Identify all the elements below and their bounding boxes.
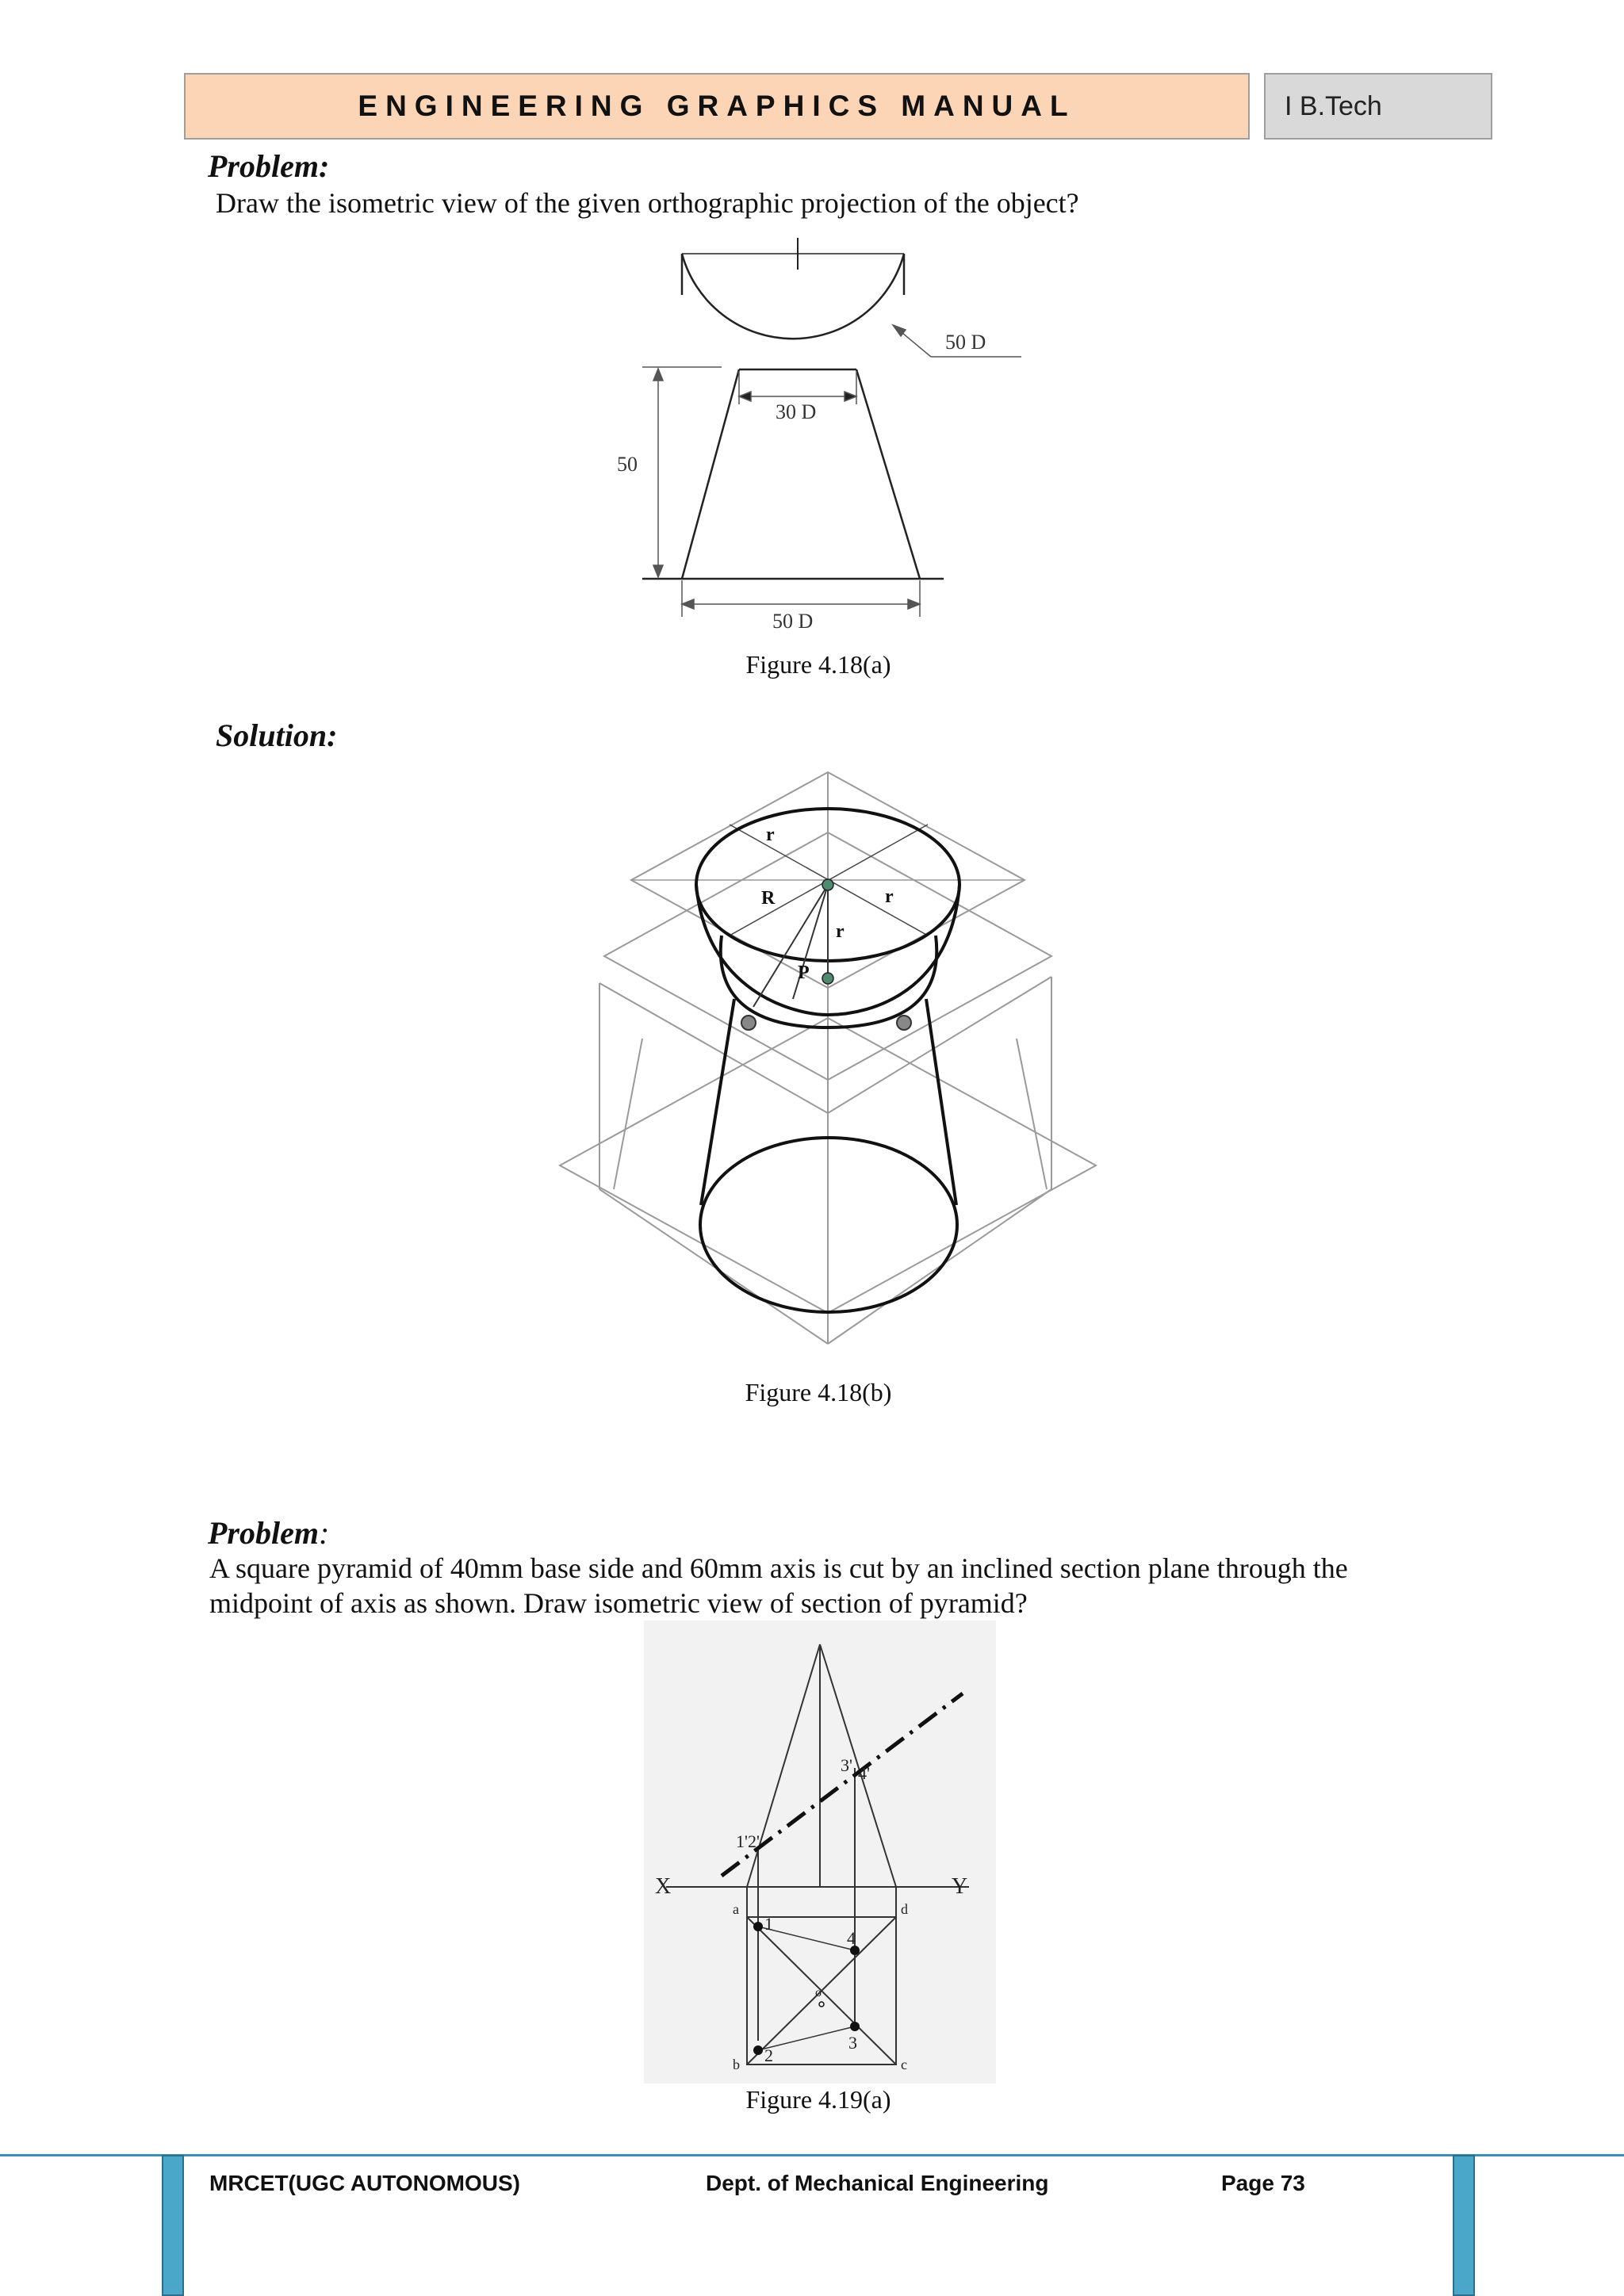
label-r-vertical: r (836, 921, 845, 942)
problem-heading: Problem: (208, 148, 330, 184)
course-label: I B.Tech (1264, 73, 1492, 140)
label-a: a (733, 1901, 739, 1917)
label-3-prime: 3' (841, 1755, 852, 1775)
frustum-right-edge (856, 369, 920, 579)
base-diameter-label: 50 D (772, 610, 814, 633)
problem-text: Draw the isometric view of the given orthographic projection of the object? (216, 187, 1079, 219)
tangent-point-right (897, 1016, 911, 1030)
figure-caption-4-19a: Figure 4.19(a) (745, 2085, 891, 2114)
label-3: 3 (848, 2033, 857, 2053)
label-4-prime: 4' (858, 1763, 870, 1783)
footer-department: Dept. of Mechanical Engineering (706, 2171, 1049, 2195)
figure-caption-4-18a: Figure 4.18(a) (745, 650, 891, 679)
label-X: X (655, 1874, 672, 1899)
label-4: 4 (847, 1928, 856, 1948)
label-o: o (815, 1986, 822, 1999)
label-r-top: r (766, 825, 775, 845)
height-label: 50 (617, 453, 638, 476)
label-b: b (733, 2057, 740, 2072)
label-1-2-prime: 1'2' (736, 1831, 760, 1851)
isometric-figure (555, 761, 1094, 1348)
frustum-left-edge (682, 369, 739, 579)
pyramid-projection-figure (644, 1621, 996, 2084)
solution-heading: Solution: (216, 718, 338, 753)
problem2-heading-text: Problem (208, 1515, 319, 1551)
footer-left-bar (162, 2155, 184, 2296)
tangent-point-left (741, 1016, 756, 1030)
frustum-right-edge (926, 999, 956, 1205)
footer-rule (0, 2154, 1624, 2156)
label-P: P (798, 962, 810, 983)
label-1: 1 (764, 1914, 773, 1934)
label-Y: Y (952, 1874, 968, 1899)
problem2-heading-colon: : (318, 1515, 330, 1551)
label-r-right: r (885, 886, 894, 907)
sphere-diameter-label: 50 D (945, 331, 986, 354)
label-d: d (901, 1901, 908, 1917)
orthographic-figure (603, 238, 986, 642)
label-R: R (761, 888, 776, 909)
footer-page-number: Page 73 (1221, 2171, 1305, 2195)
frustum-left-edge (701, 999, 734, 1205)
figure-caption-4-18b: Figure 4.18(b) (745, 1378, 892, 1406)
center-point (822, 879, 833, 890)
top-diameter-label: 30 D (776, 400, 817, 423)
point-p (822, 973, 833, 984)
problem2-text: A square pyramid of 40mm base side and 60mm axis is cut by an inclined section plane through the midpoint of axis as shown. Draw isometric view of section of pyramid? (209, 1552, 1348, 1619)
footer-right-bar (1453, 2155, 1475, 2296)
manual-title: ENGINEERING GRAPHICS MANUAL (184, 73, 1250, 140)
label-2: 2 (764, 2045, 773, 2065)
label-c: c (901, 2057, 907, 2072)
problem2-heading (208, 1514, 329, 1552)
hemisphere-outline (682, 254, 904, 339)
footer-institution: MRCET(UGC AUTONOMOUS) (209, 2171, 520, 2195)
